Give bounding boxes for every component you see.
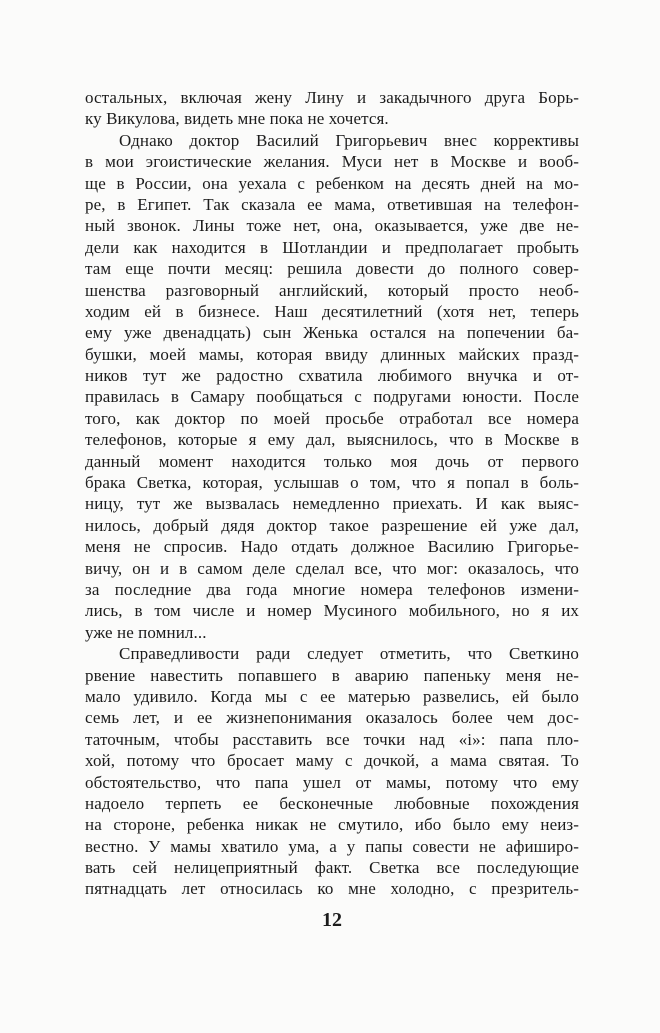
page-number: 12 — [322, 909, 342, 931]
text-line: рвение навестить попавшего в аварию папеньку меня не- — [85, 665, 579, 685]
text-line: за последние два года многие номера телефонов измени- — [85, 579, 579, 599]
text-line: шенства разговорный английский, который просто необ- — [85, 280, 579, 300]
text-line: ку Викулова, видеть мне пока не хочется. — [85, 109, 389, 129]
text-line: ный звонок. Лины тоже нет, она, оказывается, уже две не- — [85, 216, 579, 236]
text-line: на стороне, ребенка никак не смутило, ибо было ему неиз- — [85, 815, 579, 835]
text-line: надоело терпеть ее бесконечные любовные похождения — [85, 793, 579, 813]
text-line: пятнадцать лет относилась ко мне холодно, с презритель- — [85, 879, 579, 899]
text-line: данный момент находится только моя дочь от первого — [85, 451, 579, 471]
text-line: вать сей нелицеприятный факт. Светка все последующие — [85, 858, 579, 878]
page-text — [85, 87, 579, 900]
text-line: там еще почти месяц: решила довести до полного совер- — [85, 259, 579, 279]
text-line: таточным, чтобы расставить все точки над «i»: папа пло- — [85, 729, 579, 749]
text-line: лись, в том числе и номер Мусиного мобильного, но я их — [85, 601, 579, 621]
text-line: бушки, моей мамы, которая ввиду длинных майских празд- — [85, 344, 579, 364]
text-line: нилось, добрый дядя доктор такое разрешение ей уже дал, — [85, 515, 579, 535]
text-line: в мои эгоистические желания. Муси нет в Москве и вооб- — [85, 152, 579, 172]
text-line: ему уже двенадцать) сын Женька остался на попечении ба- — [85, 323, 579, 343]
text-line: ницу, тут же вызвалась немедленно приехать. И как выяс- — [85, 494, 579, 514]
text-line: правилась в Самару пообщаться с подругами юности. После — [85, 387, 579, 407]
text-line: вичу, он и в самом деле сделал все, что мог: оказалось, что — [85, 558, 579, 578]
text-line: обстоятельство, что папа ушел от мамы, потому что ему — [85, 772, 579, 792]
text-line: ре, в Египет. Так сказала ее мама, ответившая на телефон- — [85, 194, 579, 214]
text-line: уже не помнил... — [85, 622, 207, 642]
text-line: ходим ей в бизнесе. Наш десятилетний (хотя нет, теперь — [85, 301, 579, 321]
text-line: телефонов, которые я ему дал, выяснилось, что в Москве в — [85, 430, 579, 450]
text-line: хой, потому что бросает маму с дочкой, а мама святая. То — [85, 751, 579, 771]
text-line: брака Светка, которая, услышав о том, что я попал в боль- — [85, 473, 579, 493]
text-line: ников тут же радостно схватила любимого внучка и от- — [85, 366, 579, 386]
text-line: Справедливости ради следует отметить, что Светкино — [119, 644, 579, 664]
text-line: Однако доктор Василий Григорьевич внес коррективы — [119, 130, 579, 150]
text-line: ще в России, она уехала с ребенком на десять дней на мо- — [85, 173, 579, 193]
text-line: мало удивило. Когда мы с ее матерью развелись, ей было — [85, 686, 579, 706]
text-line: дели как находится в Шотландии и предполагает пробыть — [85, 237, 579, 257]
text-line: семь лет, и ее жизнепонимания оказалось более чем дос- — [85, 708, 579, 728]
text-line: меня не спросив. Надо отдать должное Василию Григорье- — [85, 537, 579, 557]
text-line: того, как доктор по моей просьбе отработал все номера — [85, 408, 579, 428]
text-line: остальных, включая жену Лину и закадычного друга Борь- — [85, 88, 579, 107]
text-line: вестно. У мамы хватило ума, а у папы совести не афиширо- — [85, 836, 579, 856]
